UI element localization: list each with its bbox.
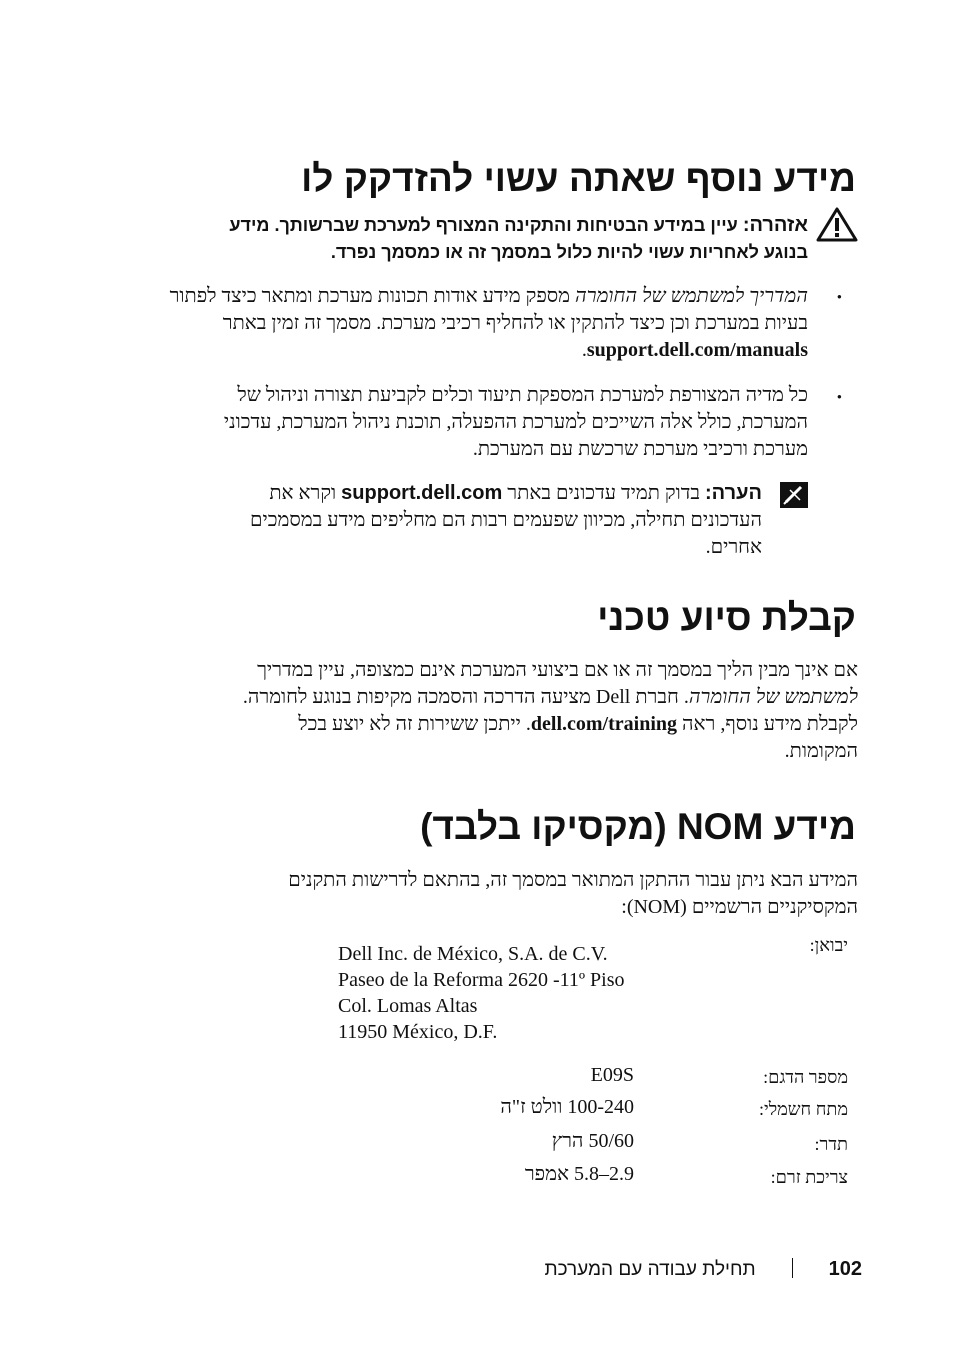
- warning-line-2: בנוגע לאחריות עשוי להיות כלול במסמך זה או כמסמך נפרד.: [330, 242, 808, 262]
- note-line-2: העדכונים תחילה, מכיוון שפעמים רבות הם מחליפים מידע במסמכים: [250, 509, 762, 531]
- note-line-3: אחרים.: [705, 536, 762, 558]
- tech-support-line-1: אם אינך מבין הליך במסמך זה או אם ביצועי המערכת אינם כמצופה, עיין במדריך: [257, 659, 858, 681]
- bullet1-line-3-end: .: [581, 339, 587, 361]
- note-line-1a: בדוק תמיד עדכונים באתר: [507, 482, 701, 504]
- heading-additional-info: מידע נוסף שאתה עשוי להזדקק לו: [301, 158, 856, 199]
- spec-value-current: 2.9–5.8 אמפר: [524, 1163, 634, 1185]
- manuals-link[interactable]: support.dell.com/manuals: [586, 339, 808, 361]
- training-link[interactable]: dell.com/training: [530, 713, 678, 735]
- bullet2-line-3: מערכת ורכיבי מערכת שרכשת עם המערכת.: [472, 438, 808, 460]
- footer-chapter-title: תחילת עבודה עם המערכת: [544, 1259, 756, 1280]
- page-number: 102: [828, 1258, 862, 1280]
- bullet1-line-1: מספק מידע אודות תכונות מערכת ומתאר כיצד לפתור: [169, 285, 576, 307]
- bullet-item-media: [118, 382, 808, 463]
- spec-label-model: מספר הדגם:: [763, 1067, 848, 1087]
- note-pencil-icon: [780, 482, 808, 508]
- spec-value-voltage: 100-240 וולט ז"ה: [500, 1096, 634, 1118]
- nom-intro: [98, 867, 858, 921]
- tech-support-line-4: המקומות.: [784, 740, 858, 762]
- heading-nom-info: מידע NOM (מקסיקו בלבד): [420, 806, 856, 847]
- spec-label-frequency: תדר:: [814, 1134, 848, 1154]
- bullet-marker: •: [836, 290, 842, 306]
- footer-divider: [792, 1258, 793, 1278]
- tech-support-paragraph: [98, 657, 858, 765]
- address-line: 11950 México, D.F.: [338, 1021, 498, 1043]
- address-line: Col. Lomas Altas: [338, 995, 478, 1017]
- address-line: Dell Inc. de México, S.A. de C.V.: [338, 943, 608, 965]
- spec-value-frequency: 50/60 הרץ: [551, 1130, 634, 1152]
- tech-support-line-3b: . ייתכן ששירות זה לא יוצע בכל: [298, 713, 531, 735]
- user-guide-title-2: למשתמש של החומרה: [688, 686, 858, 708]
- user-guide-title: המדריך למשתמש של החומרה: [575, 285, 808, 307]
- warning-label: אזהרה:: [742, 214, 808, 236]
- bullet-item-user-guide: [118, 283, 808, 364]
- warning-icon: [816, 206, 858, 242]
- note-line-1b: וקרא את: [269, 482, 337, 504]
- bullet2-line-2: המערכת, כולל אלה השייכים למערכת ההפעלה, תוכנת ניהול המערכת, עדכוני: [223, 411, 808, 433]
- note-text: [122, 480, 762, 561]
- address-line: Paseo de la Reforma 2620 -11º Piso: [338, 969, 625, 991]
- support-link[interactable]: support.dell.com: [341, 482, 503, 504]
- importer-address: [338, 941, 625, 1045]
- warning-line-1: עיין במידע הבטיחות והתקינה המצורף למערכת שברשותך. מידע: [229, 215, 738, 235]
- bullet-marker: •: [836, 390, 842, 406]
- spec-label-current: צריכת זרם:: [770, 1167, 848, 1187]
- tech-support-line-3a: לקבלת מידע נוסף, ראה: [682, 713, 858, 735]
- nom-intro-line-1: המידע הבא ניתן עבור ההתקן המתואר במסמך זה, בהתאם לדרישות התקנים: [288, 869, 858, 891]
- warning-text: [88, 212, 808, 266]
- bullet1-line-2: בעיות במערכת וכן כיצד להתקין או להחליף רכיבי מערכת. מסמך זה זמין באתר: [222, 312, 808, 334]
- note-label: הערה:: [705, 482, 762, 504]
- page-footer: [544, 1258, 862, 1286]
- nom-intro-line-2: המקסיקניים הרשמיים (NOM):: [621, 896, 858, 918]
- tech-support-line-2: . חברת Dell מציעה הדרכה והסמכה מקיפות בנוגע לחומרה.: [242, 686, 689, 708]
- spec-value-model: E09S: [590, 1064, 634, 1086]
- importer-label: יבואן:: [809, 935, 848, 955]
- heading-technical-support: קבלת סיוע טכני: [597, 597, 856, 638]
- spec-label-voltage: מתח חשמלי:: [758, 1099, 848, 1119]
- bullet2-line-1: כל מדיה המצורפת למערכת המספקת תיעוד וכלים לקביעת תצורה וניהול של: [237, 384, 808, 406]
